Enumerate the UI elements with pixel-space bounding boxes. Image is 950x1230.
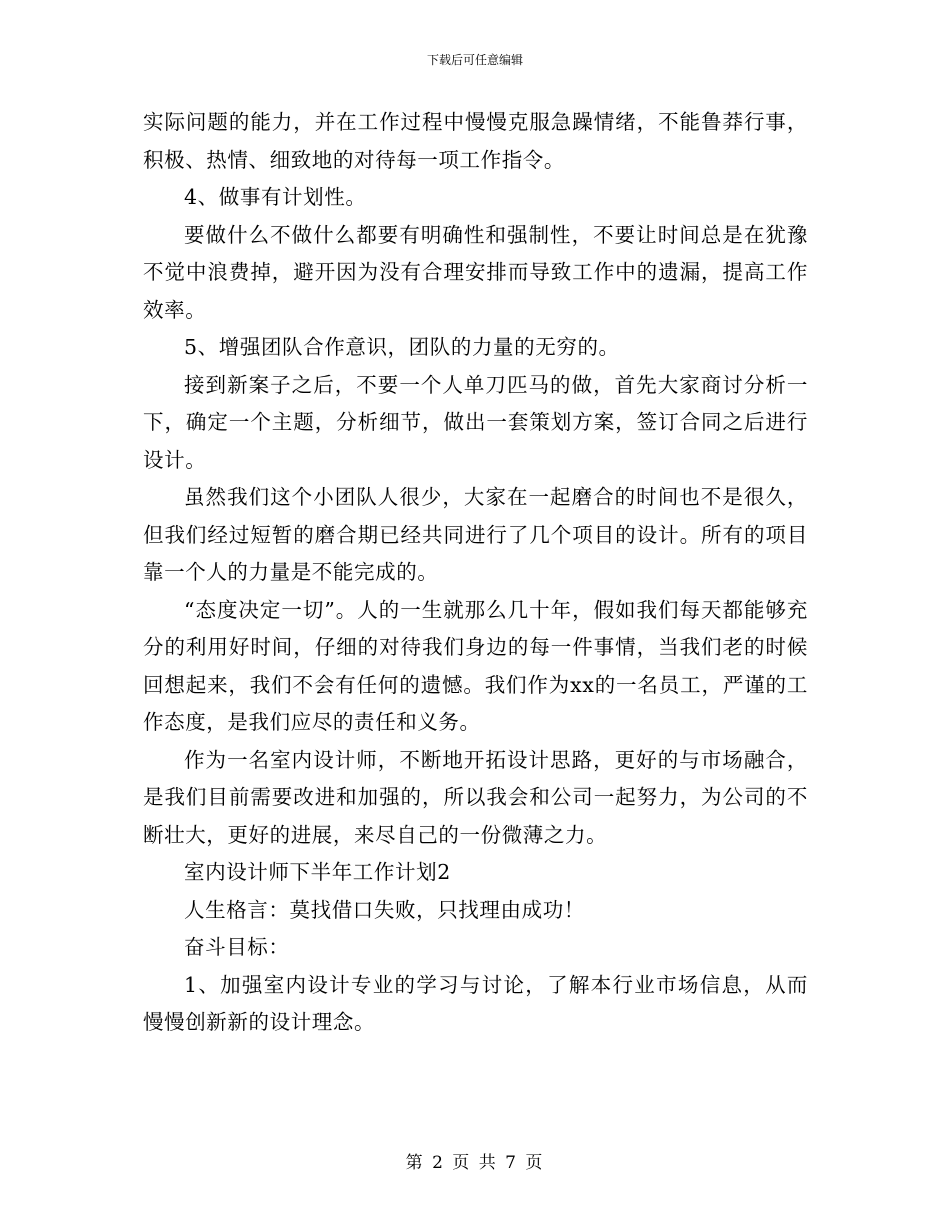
paragraph-2: 4、做事有计划性。 — [184, 185, 367, 209]
paragraph-3: 要做什么不做什么都要有明确性和强制性，不要让时间总是在犹豫不觉中浪费掉，避开因为没有合理安排而导致工作中的遗漏，提高工作效率。 — [143, 222, 808, 322]
paragraph-goal-1: 1、加强室内设计专业的学习与讨论，了解本行业市场信息，从而慢慢创新新的设计理念。 — [143, 972, 808, 1034]
paragraph-1: 实际问题的能力，并在工作过程中慢慢克服急躁情绪，不能鲁莽行事，积极、热情、细致地的对待每一项工作指令。 — [143, 110, 808, 172]
paragraph-7: “态度决定一切”。人的一生就那么几十年，假如我们每天都能够充分的利用好时间，仔细的对待我们身边的每一件事情，当我们老的时候回想起来，我们不会有任何的遗憾。我们作为xx的一名员工，严谨的工作态度，是我们应尽的责任和义务。 — [143, 597, 808, 734]
document-body — [143, 104, 808, 1042]
paragraph-motto: 人生格言：莫找借口失败，只找理由成功！ — [184, 897, 585, 922]
paragraph-4: 5、增强团队合作意识，团队的力量的无穷的。 — [184, 335, 620, 359]
page-header: 下载后可任意编辑 — [426, 53, 523, 67]
section-title: 室内设计师下半年工作计划2 — [184, 860, 451, 884]
paragraph-goals-heading: 奋斗目标： — [184, 935, 290, 959]
paragraph-6: 虽然我们这个小团队人很少，大家在一起磨合的时间也不是很久，但我们经过短暂的磨合期已经共同进行了几个项目的设计。所有的项目靠一个人的力量是不能完成的。 — [143, 485, 808, 584]
paragraph-8: 作为一名室内设计师，不断地开拓设计思路，更好的与市场融合，是我们目前需要改进和加强的，所以我会和公司一起努力，为公司的不断壮大，更好的进展，来尽自己的一份微薄之力。 — [143, 747, 808, 847]
page-footer: 第 2 页 共 7 页 — [405, 1153, 545, 1173]
paragraph-5: 接到新案子之后，不要一个人单刀匹马的做，首先大家商讨分析一下，确定一个主题，分析细节，做出一套策划方案，签订合同之后进行设计。 — [143, 372, 808, 472]
